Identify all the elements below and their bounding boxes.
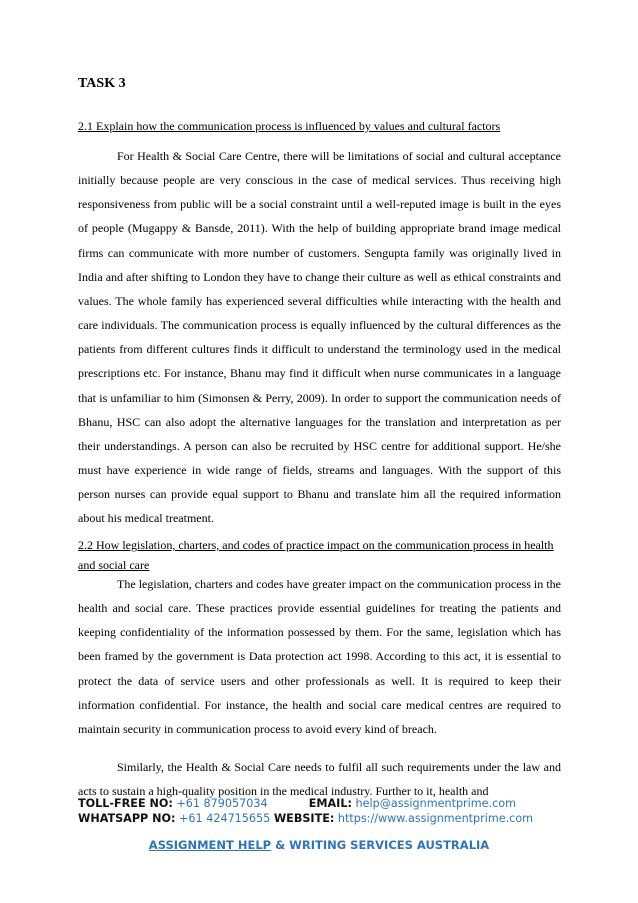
assignment-help-link[interactable]: ASSIGNMENT HELP [148, 838, 272, 852]
email-label: EMAIL: [308, 797, 352, 810]
section-2-1-paragraph: For Health & Social Care Centre, there will be limitations of social and cultural acceptance initially because people are very conscious in the case of medical services. Thus receiving high responsiveness from public will be a social constraint until a well-reputed image is built in the eyes of people (Mugappy & Bansde, 2011). With the help of building appropriate brand image medical firms can communicate with more number of customers. Sengupta family was originally lived in India and after shifting to London they have to change their culture as well as ethical constraints and values. The whole family has experienced several difficulties while interacting with the health and care individuals. The communication process is equally influenced by the cultural differences as the patients from different cultures finds it difficult to understand the terminology used in the medical prescriptions etc. For instance, Bhanu may find it difficult when nurse communicates in a language that is unfamiliar to him (Simonsen & Perry, 2009). In order to support the communication needs of Bhanu, HSC can also adopt the alternative languages for the translation and interpretation as per their understandings. A person can also be recruited by HSC centre for additional support. He/she must have experience in wide range of fields, streams and languages. With the support of this person nurses can provide equal support to Bhanu and translate him all the required information about his medical treatment. [78, 149, 561, 526]
whatsapp-label: WHATSAPP NO: [78, 812, 176, 825]
email-link[interactable]: help@assignmentprime.com [355, 797, 516, 810]
section-2-1-heading: 2.1 Explain how the communication process is influenced by values and cultural factors [78, 119, 501, 133]
tollfree-label: TOLL-FREE NO: [78, 797, 173, 810]
website-label: WEBSITE: [273, 812, 335, 825]
website-link[interactable]: https://www.assignmentprime.com [337, 812, 534, 825]
whatsapp-number[interactable]: +61 424715655 [179, 812, 271, 825]
footer-contact-row-1 [78, 796, 568, 811]
brand-tagline: & WRITING SERVICES AUSTRALIA [275, 838, 490, 852]
section-2-2-heading: 2.2 How legislation, charters, and codes of practice impact on the communication process in health and social care [78, 538, 554, 572]
section-2-2-paragraph-2: Similarly, the Health & Social Care needs to fulfil all such requirements under the law and acts to sustain a high-quality position in the medical industry. Further to it, health and [78, 760, 561, 799]
section-2-2-paragraph-1: The legislation, charters and codes have greater impact on the communication process in the health and social care. These practices provide essential guidelines for treating the patients and keeping confidentiality of the information possessed by them. For the same, legislation which has been framed by the government is Data protection act 1998. According to this act, it is essential to protect the data of service users and other professionals as well. It is required to keep their information confidential. For instance, the health and social care medical centres are required to maintain security in communication process to avoid every kind of breach. [78, 577, 561, 736]
footer-contact-row-2 [78, 811, 568, 826]
tollfree-number[interactable]: +61 879057034 [176, 797, 268, 810]
task-title: TASK 3 [78, 76, 126, 91]
footer-brand [0, 838, 638, 852]
